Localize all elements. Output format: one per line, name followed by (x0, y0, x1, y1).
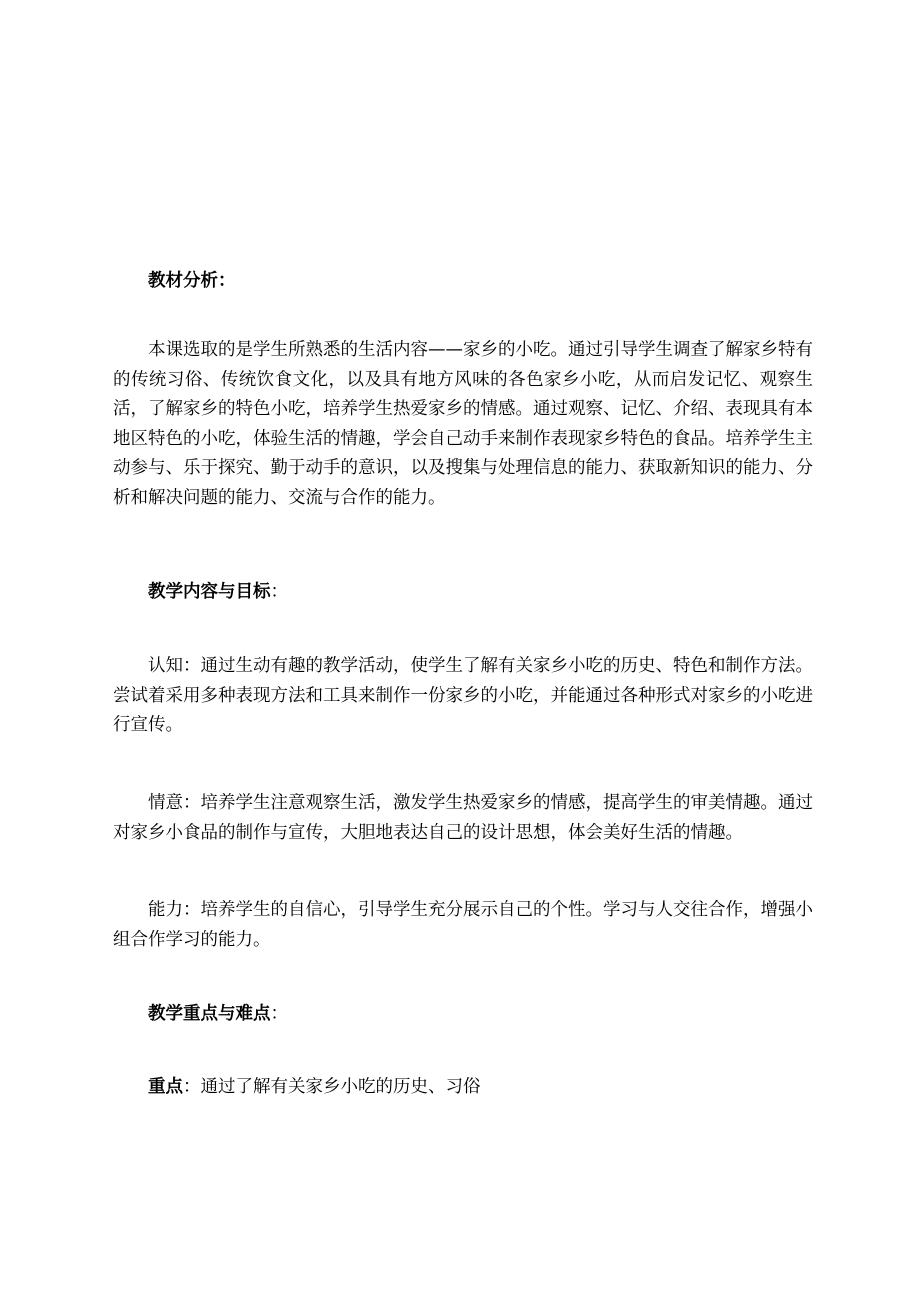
goals-heading (113, 578, 848, 608)
analysis-heading: 教材分析： (148, 271, 236, 291)
keypoints-heading-colon: ： (270, 1004, 288, 1024)
goals-heading-colon: ： (270, 582, 288, 602)
keypoint-paragraph (113, 1073, 813, 1103)
goals-heading-text: 教学内容与目标 (148, 582, 271, 602)
keypoints-heading (113, 1000, 848, 1030)
ability-paragraph: 能力：培养学生的自信心，引导学生充分展示自己的个性。学习与人交往合作，增强小组合作学习的能力。 (113, 900, 813, 950)
analysis-paragraph: 本课选取的是学生所熟悉的生活内容——家乡的小吃。通过引导学生调查了解家乡特有的传统习俗、传统饮食文化，以及具有地方风味的各色家乡小吃，从而启发记忆、观察生活，了解家乡的特色小吃，培养学生热爱家乡的情感。通过观察、记忆、介绍、表现具有本地区特色的小吃，体验生活的情趣，学会自己动手来制作表现家乡特色的食品。培养学生主动参与、乐于探究、勤于动手的意识，以及搜集与处理信息的能力、获取新知识的能力、分析和解决问题的能力、交流与合作的能力。 (113, 340, 813, 508)
keypoint-text: ：通过了解有关家乡小吃的历史、习俗 (183, 1077, 481, 1097)
emotion-paragraph: 情意：培养学生注意观察生活，激发学生热爱家乡的情感，提高学生的审美情趣。通过对家乡小食品的制作与宣传，大胆地表达自己的设计思想，体会美好生活的情趣。 (113, 793, 813, 843)
keypoints-heading-text: 教学重点与难点 (148, 1004, 271, 1024)
cognition-paragraph: 认知：通过生动有趣的教学活动，使学生了解有关家乡小吃的历史、特色和制作方法。尝试着采用多种表现方法和工具来制作一份家乡的小吃，并能通过各种形式对家乡的小吃进行宣传。 (113, 656, 813, 735)
keypoint-label: 重点 (148, 1077, 183, 1097)
